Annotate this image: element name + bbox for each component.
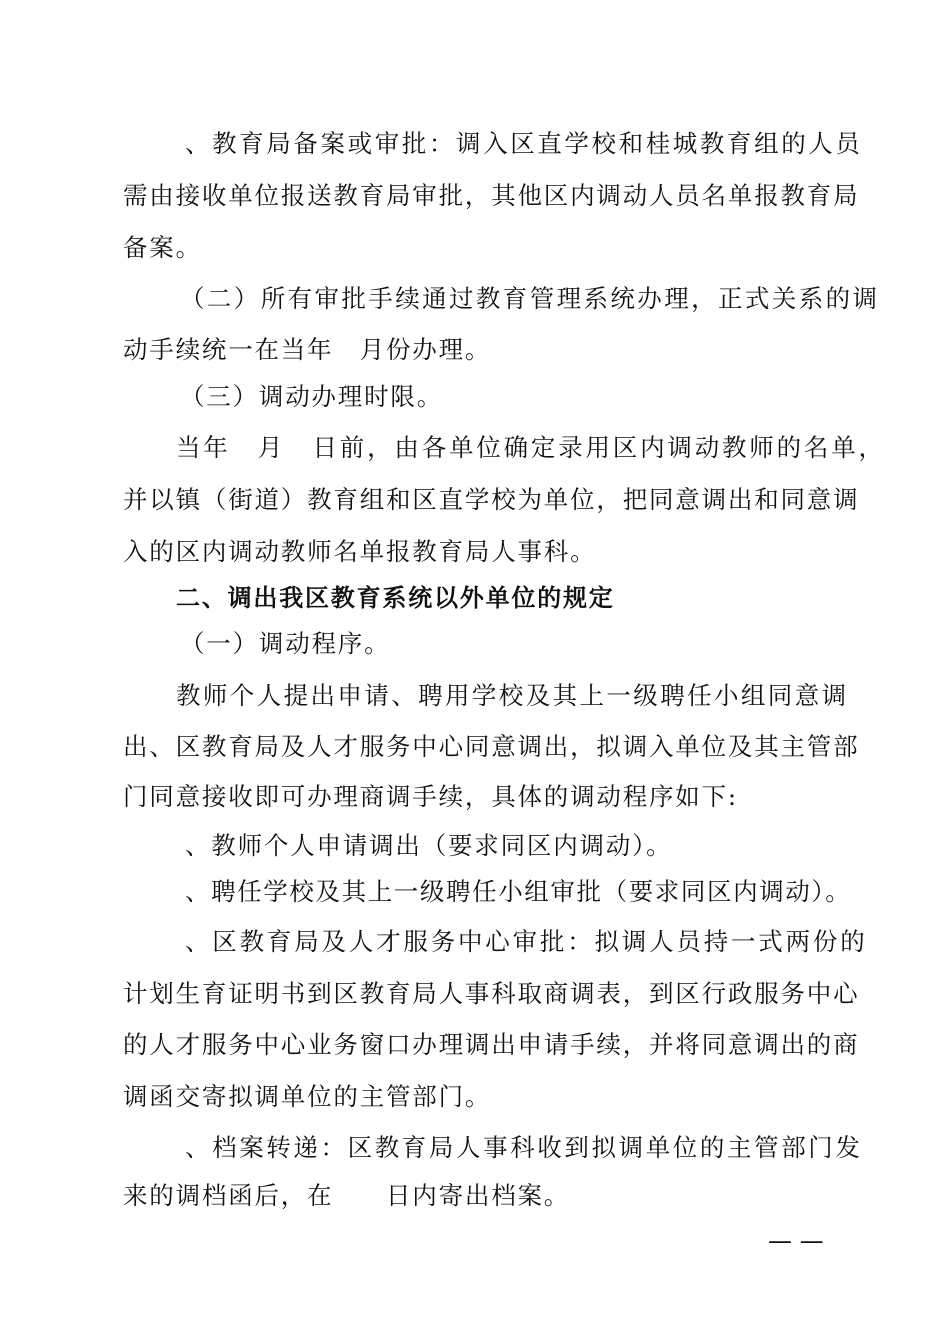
paragraph-line: 需由接收单位报送教育局审批，其他区内调动人员名单报教育局: [123, 181, 860, 210]
paragraph-line: （一）调动程序。: [180, 629, 391, 658]
paragraph-line: 、档案转递：区教育局人事科收到拟调单位的主管部门发: [185, 1133, 863, 1162]
paragraph-line: 、聘任学校及其上一级聘任小组审批（要求同区内调动）。: [185, 877, 852, 906]
paragraph-line: 计划生育证明书到区教育局人事科取商调表，到区行政服务中心: [123, 979, 860, 1008]
paragraph-line: 当年 月 日前，由各单位确定录用区内调动教师的名单，: [176, 433, 886, 462]
paragraph-line: 门同意接收即可办理商调手续，具体的调动程序如下:: [123, 782, 738, 811]
page-number-mark: — —: [768, 1227, 824, 1255]
paragraph-line: 教师个人提出申请、聘用学校及其上一级聘任小组同意调: [176, 681, 849, 710]
paragraph-line: 出、区教育局及人才服务中心同意调出，拟调入单位及其主管部: [123, 732, 860, 761]
paragraph-line: 入的区内调动教师名单报教育局人事科。: [123, 537, 597, 566]
paragraph-line: 、教师个人申请调出（要求同区内调动）。: [185, 831, 673, 860]
paragraph-line: 来的调档函后，在 日内寄出档案。: [123, 1181, 571, 1210]
paragraph-line: 并以镇（街道）教育组和区直学校为单位，把同意调出和同意调: [123, 485, 860, 514]
paragraph-line: 的人才服务中心业务窗口办理调出申请手续，并将同意调出的商: [123, 1030, 860, 1059]
paragraph-line: 动手续统一在当年 月份办理。: [123, 335, 492, 364]
paragraph-line: （二）所有审批手续通过教育管理系统办理，正式关系的调: [180, 284, 880, 313]
paragraph-line: （三）调动办理时限。: [180, 382, 443, 411]
paragraph-line: 调函交寄拟调单位的主管部门。: [123, 1082, 492, 1111]
paragraph-line: 、教育局备案或审批：调入区直学校和桂城教育组的人员: [185, 129, 863, 158]
paragraph-line: 、区教育局及人才服务中心审批：拟调人员持一式两份的: [185, 927, 868, 956]
paragraph-line: 备案。: [123, 233, 202, 262]
section-heading: 二、调出我区教育系统以外单位的规定: [176, 584, 615, 612]
